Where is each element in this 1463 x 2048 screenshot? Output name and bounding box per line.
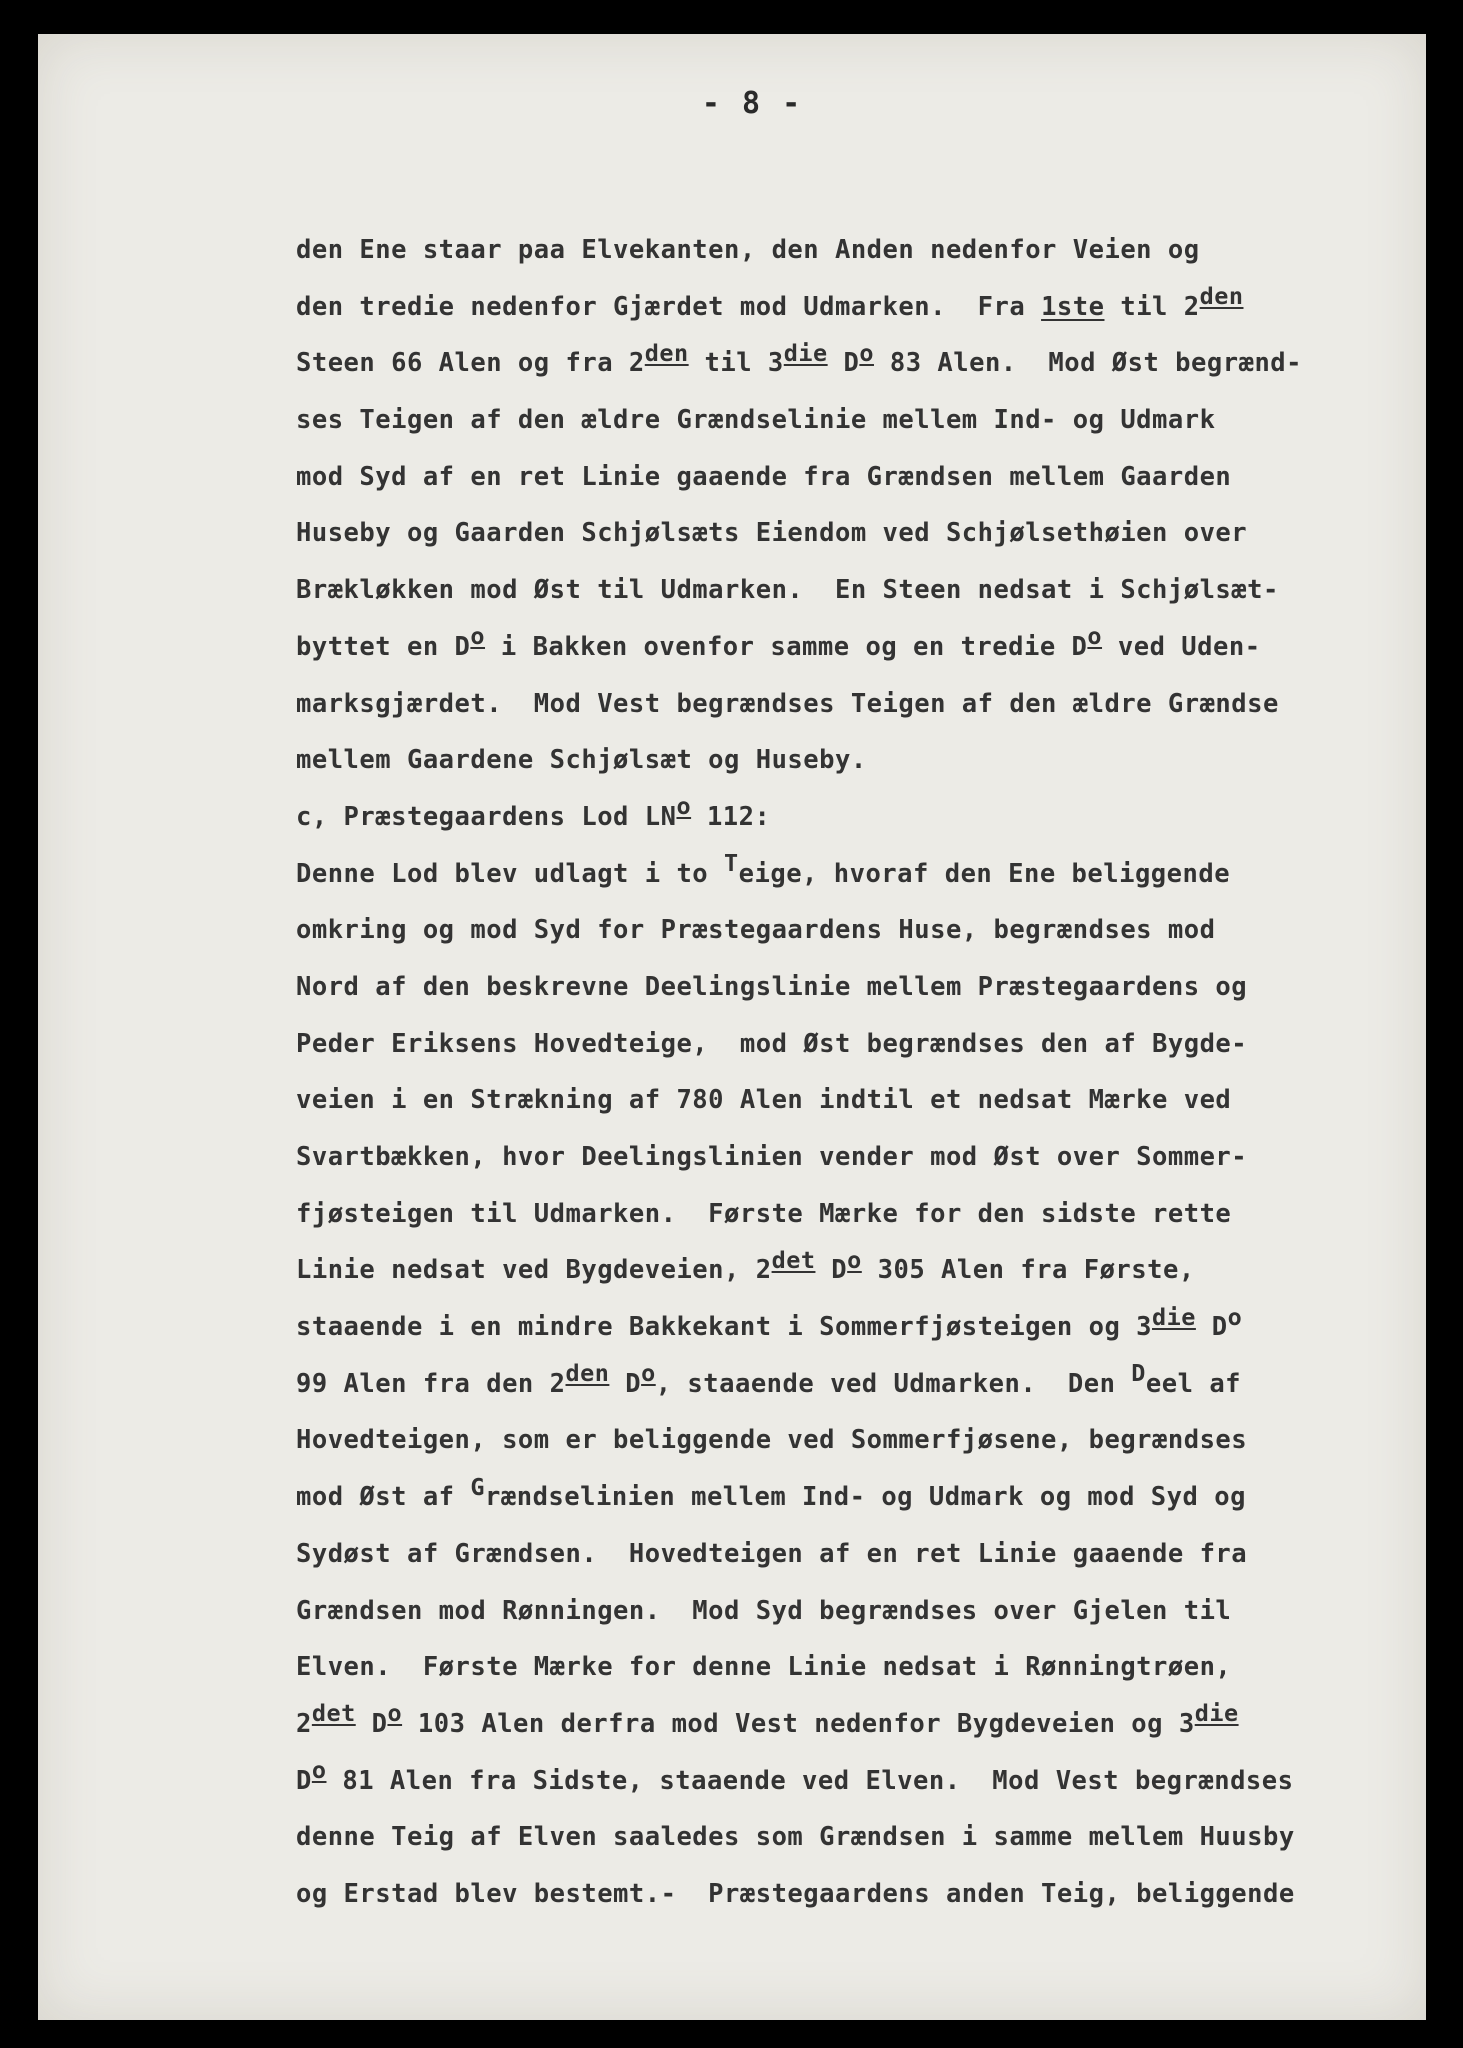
line-text: 99 Alen fra den 2 — [296, 1368, 566, 1399]
superscript-text: die — [783, 338, 828, 367]
line-text: eel af — [1145, 1368, 1242, 1399]
superscript-text: 1ste — [1041, 291, 1105, 322]
line-text: veien i en Strækning af 780 Alen indtil et nedsat Mærke ved — [296, 1085, 1232, 1116]
page-number: - 8 - — [701, 86, 803, 121]
text-line — [296, 902, 1416, 959]
line-text: fjøsteigen til Udmarken. Første Mærke for den sidste rette — [296, 1198, 1232, 1229]
text-line — [296, 449, 1416, 506]
line-text: byttet en D — [296, 631, 471, 662]
text-line — [296, 1186, 1416, 1243]
line-text: Peder Eriksens Hovedteige, mod Øst begrændses den af Bygde- — [296, 1028, 1248, 1059]
text-line — [296, 1526, 1416, 1583]
document-page — [38, 34, 1426, 2020]
superscript-text: o — [676, 792, 692, 821]
line-text: D — [815, 1255, 848, 1286]
line-text: mellem Gaardene Schjølsæt og Huseby. — [296, 745, 867, 776]
text-line — [296, 1639, 1416, 1696]
superscript-text: G — [470, 1472, 486, 1501]
body-text — [296, 222, 1416, 1923]
superscript-text: die — [1152, 1302, 1196, 1331]
text-line — [296, 279, 1416, 336]
superscript-text: den — [565, 1359, 610, 1388]
text-line — [296, 1469, 1416, 1526]
superscript-text: det — [311, 1699, 356, 1728]
line-text: 81 Alen fra Sidste, staaende ved Elven. Mod Vest begrændses — [326, 1765, 1294, 1796]
line-text: ved Uden- — [1102, 631, 1261, 662]
line-text: Svartbækken, hvor Deelingslinien vender mod Øst over Sommer- — [296, 1142, 1248, 1172]
text-line — [296, 846, 1416, 903]
line-text: og Erstad blev bestemt.- Præstegaardens anden Teig, beliggende — [296, 1878, 1295, 1909]
text-line — [296, 1242, 1416, 1299]
line-text: marksgjærdet. Mod Vest begrændses Teigen af den ældre Grændse — [296, 688, 1279, 719]
text-line — [296, 222, 1416, 279]
line-text: D — [609, 1368, 642, 1399]
text-line — [296, 676, 1416, 733]
line-text: denne Teig af Elven saaledes som Grændsen i samme mellem Huusby — [296, 1822, 1295, 1853]
text-line — [296, 1583, 1416, 1640]
text-line — [296, 1016, 1416, 1073]
line-text: Linie nedsat ved Bygdeveien, 2 — [296, 1255, 772, 1286]
text-line — [296, 1696, 1416, 1753]
text-line — [296, 732, 1416, 789]
line-text: rændselinien mellem Ind- og Udmark og mod Syd og — [485, 1482, 1246, 1513]
line-text: ses Teigen af den ældre Grændselinie mellem Ind- og Udmark — [296, 405, 1216, 436]
text-line — [296, 562, 1416, 619]
line-text: Denne Lod blev udlagt i to — [296, 858, 725, 889]
text-line — [296, 1866, 1416, 1923]
line-text: 112: — [691, 801, 771, 832]
line-text: D — [355, 1708, 388, 1739]
line-text: omkring og mod Syd for Præstegaardens Huse, begrændses mod — [296, 915, 1216, 946]
text-line — [296, 1072, 1416, 1129]
superscript-text: D — [1131, 1359, 1146, 1388]
line-text: , staaende ved Udmarken. Den — [655, 1368, 1132, 1399]
superscript-text: o — [859, 338, 874, 367]
text-line — [296, 789, 1416, 846]
text-line — [296, 1809, 1416, 1866]
line-text: c, Præstegaardens Lod LN — [296, 801, 677, 832]
line-text: Sydøst af Grændsen. Hovedteigen af en ret Linie gaaende fra — [296, 1538, 1248, 1569]
superscript-text: o — [641, 1359, 656, 1388]
line-text: D — [827, 348, 860, 379]
line-text: 83 Alen. Mod Øst begrænd- — [873, 348, 1302, 379]
line-text: eige, hvoraf den Ene beliggende — [738, 858, 1231, 889]
line-text: til 2 — [1104, 291, 1200, 322]
superscript-text: o — [1087, 622, 1103, 651]
line-text: Grændsen mod Rønningen. Mod Syd begrændses over Gjelen til — [296, 1595, 1232, 1626]
text-line — [296, 505, 1416, 562]
line-text: Steen 66 Alen og fra 2 — [296, 348, 645, 379]
superscript-text: det — [771, 1245, 816, 1274]
superscript-text: o — [387, 1699, 403, 1728]
superscript-text: den — [1199, 282, 1244, 311]
line-text: 2 — [296, 1708, 312, 1739]
line-text: den Ene staar paa Elvekanten, den Anden nedenfor Veien og — [296, 235, 1200, 265]
superscript-text: die — [1194, 1699, 1239, 1728]
line-text: Brækløkken mod Øst til Udmarken. En Steen nedsat i Schjølsæt- — [296, 575, 1279, 606]
line-text: mod Øst af — [296, 1482, 471, 1513]
superscript-text: o — [311, 1756, 327, 1785]
line-text: Nord af den beskrevne Deelingslinie mellem Præstegaardens og — [296, 971, 1248, 1002]
line-text: den tredie nedenfor Gjærdet mod Udmarken. Fra — [296, 291, 1042, 322]
superscript-text: T — [724, 849, 739, 878]
line-text: 103 Alen derfra mod Vest nedenfor Bygdeveien og 3 — [402, 1708, 1195, 1739]
text-line — [296, 1753, 1416, 1810]
line-text: staaende i en mindre Bakkekant i Sommerfjøsteigen og 3 — [296, 1312, 1153, 1343]
line-text: i Bakken ovenfor samme og en tredie D — [485, 631, 1088, 662]
line-text: til 3 — [688, 348, 784, 379]
text-line — [296, 335, 1416, 392]
superscript-text: o — [1227, 1302, 1243, 1331]
line-text: Hovedteigen, som er beliggende ved Sommerfjøsene, begrændses — [296, 1425, 1248, 1456]
line-text: Huseby og Gaarden Schjølsæts Eiendom ved Schjølsethøien over — [296, 518, 1248, 549]
text-line — [296, 619, 1416, 676]
line-text: Elven. Første Mærke for denne Linie nedsat i Rønningtrøen, — [296, 1652, 1232, 1683]
text-line — [296, 1299, 1416, 1356]
line-text: 305 Alen fra Første, — [861, 1255, 1195, 1286]
line-text: D — [296, 1765, 312, 1796]
line-text: D — [1195, 1312, 1228, 1343]
line-text: mod Syd af en ret Linie gaaende fra Grændsen mellem Gaarden — [296, 461, 1232, 492]
superscript-text: den — [644, 338, 689, 367]
superscript-text: o — [847, 1245, 862, 1274]
text-line — [296, 1356, 1416, 1413]
superscript-text: o — [470, 622, 486, 651]
text-line — [296, 1129, 1416, 1186]
text-line — [296, 959, 1416, 1016]
text-line — [296, 1412, 1416, 1469]
text-line — [296, 392, 1416, 449]
